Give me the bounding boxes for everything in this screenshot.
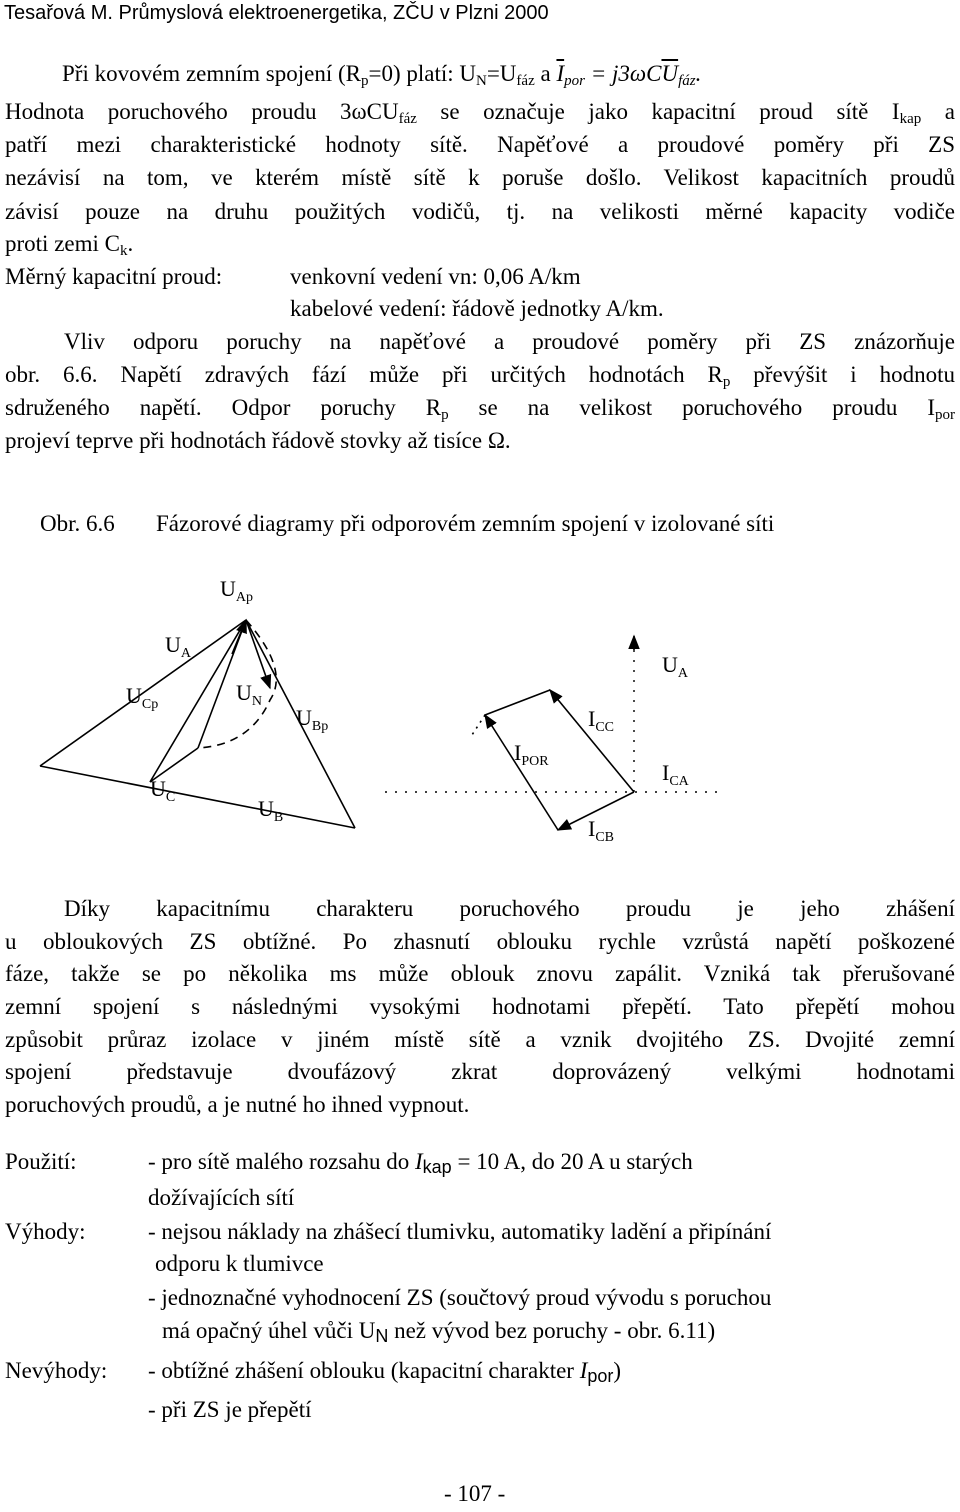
label-ub: $U_B$ xyxy=(258,796,284,825)
advantage-2-cont: má opačný úhel vůči $U_N$ než vývod bez poruchy - obr. 6.11) xyxy=(162,1318,716,1346)
intro-line: Při kovovém zemním spojení $(R_p=0)$ platí: $U_N=U_{fáz}$ a $\overline{I}_{por} = j3\omega C\overline{U}_{fáz}$. xyxy=(62,61,702,89)
advantage-1-cont: odporu k tlumivce xyxy=(155,1251,324,1276)
para3-line2: u obloukových ZS obtížné. Po zhasnutí oblouku rychle vzrůstá napětí poškozené xyxy=(5,929,955,954)
label-ua: $U_A$ xyxy=(165,632,192,661)
label-ica: $I_{CA}$ xyxy=(662,760,689,789)
advantages-label: Výhody: xyxy=(5,1219,86,1244)
label-uc: $U_C$ xyxy=(150,776,176,805)
ubp-phasor xyxy=(40,766,355,828)
advantage-2: - jednoznačné vyhodnocení ZS (součtový proud vývodu s poruchou xyxy=(148,1285,772,1310)
para2-line4: projeví teprve při hodnotách řádově stovky až tisíce Ω. xyxy=(5,428,511,453)
right-labels xyxy=(514,652,690,845)
para1-line3: nezávisí na tom, ve kterém místě sítě k poruše došlo. Velikost kapacitních proudů xyxy=(5,165,955,190)
ipor-phasor xyxy=(485,715,558,830)
para1-line4: závisí pouze na druhu použitých vodičů, tj. na velikosti měrné kapacity vodiče xyxy=(5,199,955,224)
label-un: $U_N$ xyxy=(236,680,263,709)
specific-current-label: Měrný kapacitní proud: xyxy=(5,264,223,289)
disadvantages-label: Nevýhody: xyxy=(5,1358,108,1383)
ucp-phasor xyxy=(40,620,246,766)
disadvantage-1: - obtížné zhášení oblouku (kapacitní charakter $I_{por}$) xyxy=(148,1358,622,1386)
fault-current-equation: $\overline{I}_{por} = j3\omega C\overline{U}_{fáz}$. xyxy=(556,61,702,89)
page-number: - 107 - xyxy=(444,1481,506,1506)
para2-line1: Vliv odporu poruchy na napěťové a proudové poměry při ZS znázorňuje xyxy=(64,329,955,354)
phasor-diagrams xyxy=(0,560,960,860)
label-ipor: $I_{POR}$ xyxy=(514,740,549,769)
para1-line5: proti zemi $C_k$. xyxy=(5,231,134,259)
para2-line3: sdruženého napětí. Odpor poruchy $R_p$ se na velikost poruchového proudu $I_{por}$ xyxy=(5,395,955,423)
para3-line6: spojení představuje dvoufázový zkrat doprovázený velkými hodnotami xyxy=(5,1059,955,1084)
advantage-1: - nejsou náklady na zhášecí tlumivku, automatiky ladění a připínání xyxy=(148,1219,772,1244)
figure-number: Obr. 6.6 xyxy=(40,511,115,536)
un-phasor xyxy=(246,620,270,688)
label-icb: $I_{CB}$ xyxy=(588,816,615,845)
disadvantage-2: - při ZS je přepětí xyxy=(148,1397,312,1422)
para2-line2: obr. 6.6. Napětí zdravých fází může při určitých hodnotách $R_p$ převýšit i hodnotu xyxy=(5,362,956,390)
specific-current-cable: kabelové vedení: řádově jednotky A/km. xyxy=(290,296,664,321)
para1-line2: patří mezi charakteristické hodnoty sítě. Napěťové a proudové poměry při ZS xyxy=(5,132,955,157)
label-icc: $I_{CC}$ xyxy=(588,706,615,735)
use-item-1: - pro sítě malého rozsahu do $I_{kap} = 10$ A, do 20 A u starých xyxy=(148,1149,693,1177)
use-item-2: dožívajících sítí xyxy=(148,1185,295,1210)
para3-line5: způsobit průraz izolace v jiném místě sítě a vznik dvojitého ZS. Dvojité zemní xyxy=(5,1027,955,1052)
para1-line1: Hodnota poruchového proudu 3ωCU$_{fáz}$ se označuje jako kapacitní proud sítě $I_{kap}$ a xyxy=(5,99,955,127)
left-labels xyxy=(126,576,328,825)
page-header: Tesařová M. Průmyslová elektroenergetika, ZČU v Plzni 2000 xyxy=(4,2,549,24)
icb-phasor xyxy=(558,792,634,830)
use-label: Použití: xyxy=(5,1149,77,1174)
label-ubp: $U_{Bp}$ xyxy=(296,705,329,734)
para3-line3: fáze, takže se po několika ms může oblouk znovu zapálit. Vzniká tak přerušované xyxy=(5,961,955,986)
para3-line4: zemní spojení s následnými vysokými hodnotami přepětí. Tato přepětí mohou xyxy=(5,994,955,1019)
label-ucp: $U_{Cp}$ xyxy=(126,683,159,712)
specific-current-overhead: venkovní vedení vn: 0,06 A/km xyxy=(290,264,581,289)
label-ua-right: $U_A$ xyxy=(662,652,689,681)
label-uap: $U_{Ap}$ xyxy=(220,576,254,605)
para3-line1: Díky kapacitnímu charakteru poruchového proudu je jeho zhášení xyxy=(64,896,955,921)
para3-line7: poruchových proudů, a je nutné ho ihned vypnout. xyxy=(5,1092,470,1117)
figure-caption: Fázorové diagramy při odporovém zemním spojení v izolované síti xyxy=(156,511,775,536)
